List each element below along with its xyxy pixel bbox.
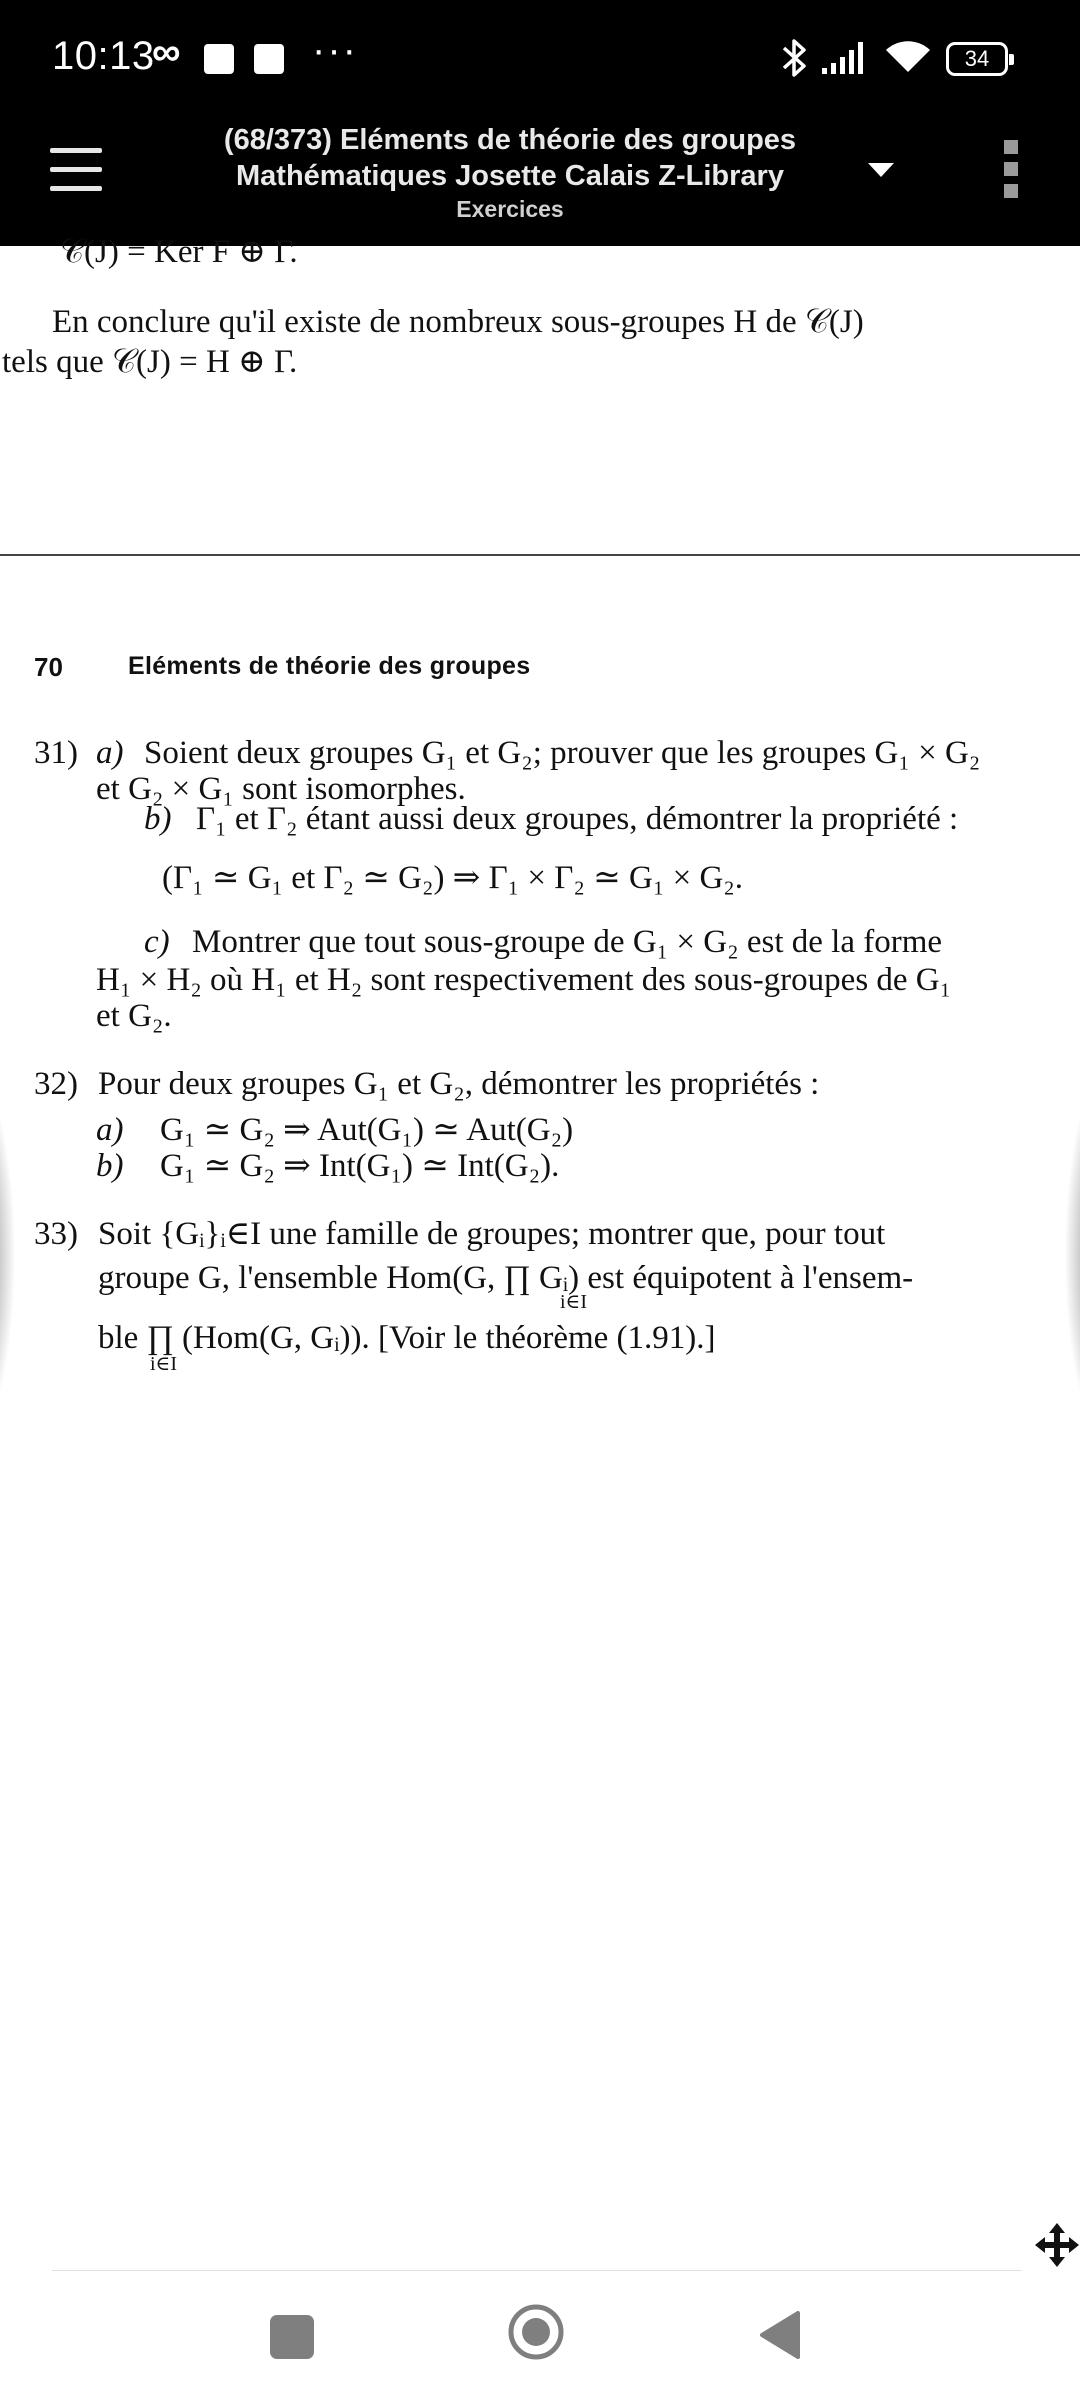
page-number: 70 [34, 652, 63, 682]
exercise-text: et G₂ × G₁ sont isomorphes. [96, 771, 466, 807]
title-line-1: (68/373) Eléments de théorie des groupes [223, 124, 797, 156]
exercise-text: Pour deux groupes G₁ et G₂, démontrer les propriétés : [98, 1066, 820, 1102]
chapter-subtitle: Exercices [456, 196, 564, 222]
item-label: c) [144, 924, 170, 960]
item-label: b) [144, 801, 172, 837]
home-icon[interactable] [506, 2302, 566, 2362]
formula: G₁ ≃ G₂ ⇒ Int(G₁) ≃ Int(G₂). [160, 1148, 560, 1184]
overflow-menu-icon[interactable] [1004, 140, 1018, 198]
bluetooth-icon [780, 36, 810, 80]
exercise-text: Γ₁ et Γ₂ étant aussi deux groupes, démontrer la propriété : [196, 801, 959, 837]
status-bar [0, 0, 1080, 120]
exercise-text: ble ∏ (Hom(G, Gᵢ)). [Voir le théorème (1.91).] [98, 1320, 716, 1356]
formula: G₁ ≃ G₂ ⇒ Aut(G₁) ≃ Aut(G₂) [160, 1112, 574, 1148]
app-bar [0, 120, 1080, 246]
prev-page-line: tels que 𝒞(J) = H ⊕ Γ. [2, 344, 298, 380]
notification-icon [254, 44, 284, 74]
item-label: b) [96, 1148, 124, 1184]
page-edge-shadow [1064, 1040, 1080, 1470]
chevron-down-icon[interactable] [866, 160, 896, 180]
menu-icon[interactable] [50, 148, 102, 192]
wifi-icon [884, 38, 932, 76]
running-head: Eléments de théorie des groupes [128, 652, 531, 680]
battery-icon [946, 42, 1008, 76]
exercise-text: et G₂. [96, 998, 172, 1034]
page-edge-shadow [0, 1040, 16, 1470]
prev-page-line: En conclure qu'il existe de nombreux sous-groupes H de 𝒞(J) [52, 304, 864, 340]
back-icon[interactable] [758, 2310, 802, 2360]
exercise-text: Soit {Gᵢ}ᵢ∈I une famille de groupes; montrer que, pour tout [98, 1216, 886, 1252]
status-time: 10:13 [52, 34, 155, 78]
divider [52, 2270, 1022, 2271]
notification-icon [204, 44, 234, 74]
exercise-text: Montrer que tout sous-groupe de G₁ × G₂ est de la forme [192, 924, 943, 960]
subscript: i∈I [560, 1291, 588, 1313]
move-icon[interactable] [1034, 2222, 1080, 2268]
battery-level: 34 [964, 46, 990, 71]
item-label: a) [96, 1112, 124, 1148]
recent-apps-icon[interactable] [270, 2315, 314, 2359]
subscript: i∈I [150, 1353, 178, 1375]
formula: (Γ₁ ≃ G₁ et Γ₂ ≃ G₂) ⇒ Γ₁ × Γ₂ ≃ G₁ × G₂. [162, 860, 744, 896]
document-title [150, 120, 870, 224]
exercise-text: H₁ × H₂ où H₁ et H₂ sont respectivement des sous-groupes de G₁ [96, 962, 952, 998]
exercise-number: 32) [34, 1066, 78, 1102]
signal-icon [822, 38, 872, 76]
page-divider [0, 554, 1080, 556]
more-notifications-icon: ··· [312, 28, 358, 72]
title-line-2: Mathématiques Josette Calais Z-Library [236, 160, 784, 192]
exercise-text: Soient deux groupes G₁ et G₂; prouver que les groupes G₁ × G₂ [144, 735, 981, 771]
prev-page-cut-line: 𝒞(J) = Ker F ⊕ Γ. [60, 234, 298, 270]
infinity-icon: ∞ [152, 30, 181, 74]
exercise-text: groupe G, l'ensemble Hom(G, ∏ Gᵢ) est équipotent à l'ensem- [98, 1260, 914, 1296]
exercise-number: 33) [34, 1216, 78, 1252]
exercise-number: 31) [34, 735, 78, 771]
item-label: a) [96, 735, 124, 771]
